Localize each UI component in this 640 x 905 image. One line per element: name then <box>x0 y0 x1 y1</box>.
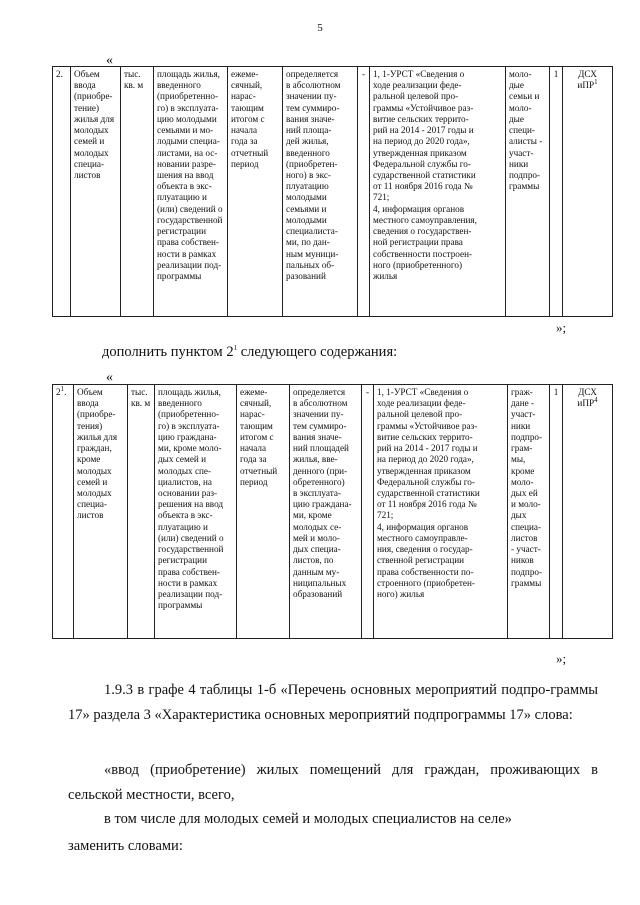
one-cell: 1 <box>550 385 563 639</box>
indicator-name: Объем ввода (приобре- тения) жилья для граждан, кроме молодых семей и молодых специа- листов <box>74 385 128 639</box>
replace-with: заменить словами: <box>68 838 183 854</box>
indicator-table-2 <box>52 384 613 639</box>
period-cell: ежеме- сячный, нарас- тающим итогом с начала года за отчетный период <box>237 385 290 639</box>
opening-quote-1: « <box>106 53 113 68</box>
responsible-text: ДСХ иПР <box>577 387 597 409</box>
row-number-dot: . <box>64 387 67 397</box>
method-cell: определяется в абсолютном значении пу- тем суммиро- вания значе- ний площа- дей жилья, введенного (приобретен- ного) в экс- плуатацию молодыми семьями и молодыми специалиста- ми, по дан- ным муници- пальных об- разований <box>283 67 358 317</box>
dash-cell: - <box>362 385 374 639</box>
closing-quote-1: »; <box>556 320 567 335</box>
subjects-cell: граж- дане - участ- ники подпро- грам- мы, кроме моло- дых ей и моло- дых специа- листов - участ- ников подпро- граммы <box>508 385 550 639</box>
responsible-text: ДСХ иПР <box>577 69 597 91</box>
quoted-phrase-2: в том числе для молодых семей и молодых специалистов на селе» <box>104 811 512 827</box>
row-number <box>53 385 74 639</box>
indicator-table-1 <box>52 66 613 317</box>
table-row <box>53 67 613 317</box>
row-number: 2. <box>53 67 71 317</box>
row-number-main: 2 <box>56 387 61 397</box>
indicator-name: Объем ввода (приобре- тение) жилья для молодых семей и молодых специа- листов <box>71 67 121 317</box>
supplement-tail: следующего содержания: <box>237 344 398 360</box>
page-number: 5 <box>317 22 323 34</box>
row-number-sup: 1 <box>60 384 65 393</box>
dash-cell: - <box>358 67 370 317</box>
responsible-cell <box>563 385 613 639</box>
quoted-phrase-1: «ввод (приобретение) жилых помещений для граждан, проживающих в сельской местности, всего, <box>68 762 598 804</box>
method-cell: определяется в абсолютном значении пу- тем суммиро- вания значе- ний площадей жилья, вве- денного (при- обретенного) в эксплуата- цию граждана- ми, кроме молодых се- мей и моло- дых специа- листов, по данным му- ниципальных образований <box>290 385 362 639</box>
table-row <box>53 385 613 639</box>
supplement-heading <box>102 344 397 361</box>
closing-quote-2: »; <box>556 651 567 666</box>
sources-cell: 1, 1-УРСТ «Сведения о ходе реализации феде- ральной целевой про- граммы «Устойчивое раз- витие сельских террито- рий на 2014 - 2017 годы и на период до 2020 года», утвержденная приказом Федеральной службы го- сударственной статистики от 11 ноября 2016 года № 721; 4, информация органов местного самоуправле- ния, сведения о государ- ственной регистрации права собственности по- строенного (приобретен- ного) жилья <box>374 385 508 639</box>
supplement-text: дополнить пунктом 2 <box>102 344 234 360</box>
opening-quote-2: « <box>106 370 113 385</box>
period-cell: ежеме- сячный, нарас- тающим итогом с начала года за отчетный период <box>228 67 283 317</box>
definition-cell: площадь жилья, введенного (приобретенно- го) в эксплуата- цию граждана- ми, кроме моло- дых семей и молодых спе- циалистов, на основании раз- решения на ввод объекта в экс- плуатацию и (или) сведений о государственной регистрации права собствен- ности в рамках реализации под- программы <box>155 385 237 639</box>
responsible-sup: 4 <box>594 396 598 405</box>
unit-cell: тыс. кв. м <box>121 67 154 317</box>
paragraph-1-9-3: 1.9.3 в графе 4 таблицы 1-б «Перечень основных мероприятий подпро-граммы 17» раздела 3 «Характеристика основных мероприятий подпрограммы 17» слова: <box>68 682 598 724</box>
subjects-cell: моло- дые семьи и моло- дые специ- алисты - участ- ники подпро- граммы <box>506 67 550 317</box>
supplement-sup: 1 <box>233 344 238 353</box>
responsible-cell <box>563 67 613 317</box>
one-cell: 1 <box>550 67 563 317</box>
responsible-sup: 1 <box>594 78 598 87</box>
sources-cell: 1, 1-УРСТ «Сведения о ходе реализации феде- ральной целевой про- граммы «Устойчивое раз- витие сельских террито- рий на 2014 - 2017 годы и на период до 2020 года», утвержденная приказом Федеральной службы го- сударственной статистики от 11 ноября 2016 года № 721; 4, информация органов местного самоуправления, сведения о государствен- ной регистрации права собственности построен- ного (приобретенного) жилья <box>370 67 506 317</box>
unit-cell: тыс. кв. м <box>128 385 155 639</box>
definition-cell: площадь жилья, введенного (приобретенно- го) в эксплуата- цию молодыми семьями и мо- лодыми специа- листами, на ос- новании разре- шения на ввод объекта в экс- плуатацию и (или) сведений о государственной регистрации права собствен- ности в рамках реализации под- программы <box>154 67 228 317</box>
